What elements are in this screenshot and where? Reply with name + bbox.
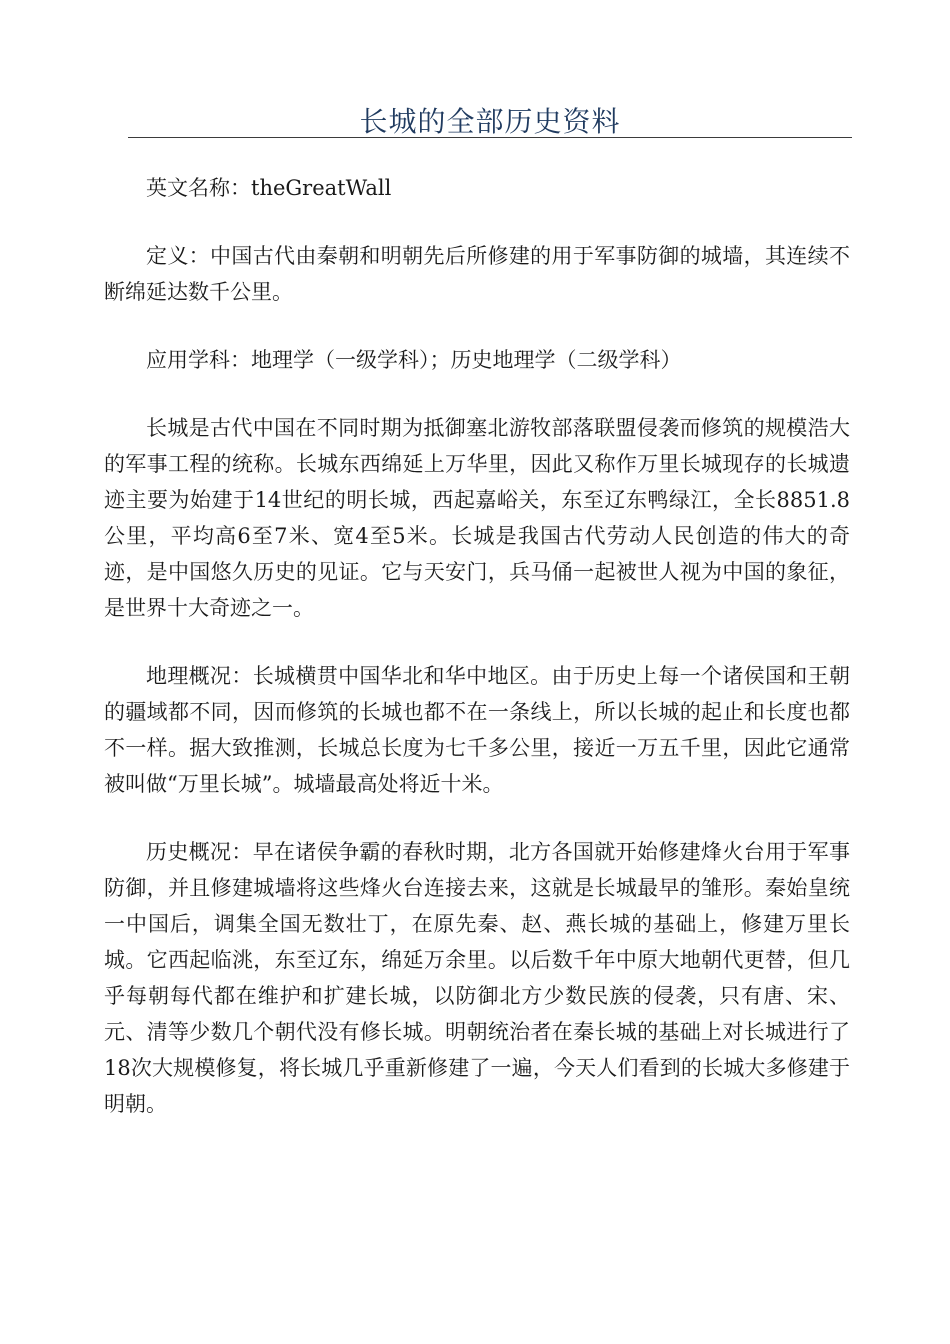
- paragraph-history: 历史概况：早在诸侯争霸的春秋时期，北方各国就开始修建烽火台用于军事防御，并且修建城墙将这些烽火台连接去来，这就是长城最早的雏形。秦始皇统一中国后，调集全国无数壮丁，在原先秦、赵、燕长城的基础上，修建万里长城。它西起临洮，东至辽东，绵延万余里。以后数千年中原大地朝代更替，但几乎每朝每代都在维护和扩建长城，以防御北方少数民族的侵袭，只有唐、宋、元、清等少数几个朝代没有修长城。明朝统治者在秦长城的基础上对长城进行了18次大规模修复，将长城几乎重新修建了一遍，今天人们看到的长城大多修建于明朝。: [104, 840, 850, 1116]
- document-title: 长城的全部历史资料: [359, 105, 621, 138]
- paragraph-geography: 地理概况：长城横贯中国华北和华中地区。由于历史上每一个诸侯国和王朝的疆域都不同，因而修筑的长城也都不在一条线上，所以长城的起止和长度也都不一样。据大致推测，长城总长度为七千多公里，接近一万五千里，因此它通常被叫做“万里长城”。城墙最高处将近十米。: [104, 664, 850, 796]
- paragraph-overview: 长城是古代中国在不同时期为抵御塞北游牧部落联盟侵袭而修筑的规模浩大的军事工程的统称。长城东西绵延上万华里，因此又称作万里长城现存的长城遗迹主要为始建于14世纪的明长城，西起嘉峪关，东至辽东鸭绿江，全长8851.8公里，平均高6至7米、宽4至5米。长城是我国古代劳动人民创造的伟大的奇迹，是中国悠久历史的见证。它与天安门，兵马俑一起被世人视为中国的象征，是世界十大奇迹之一。: [104, 416, 850, 620]
- paragraph-discipline: 应用学科：地理学（一级学科）；历史地理学（二级学科）: [146, 348, 682, 372]
- title-underline: [128, 137, 852, 138]
- paragraph-definition: 定义：中国古代由秦朝和明朝先后所修建的用于军事防御的城墙，其连续不断绵延达数千公里。: [104, 244, 850, 304]
- paragraph-english-name: 英文名称：theGreatWall: [146, 176, 392, 200]
- document-body: [104, 170, 850, 1154]
